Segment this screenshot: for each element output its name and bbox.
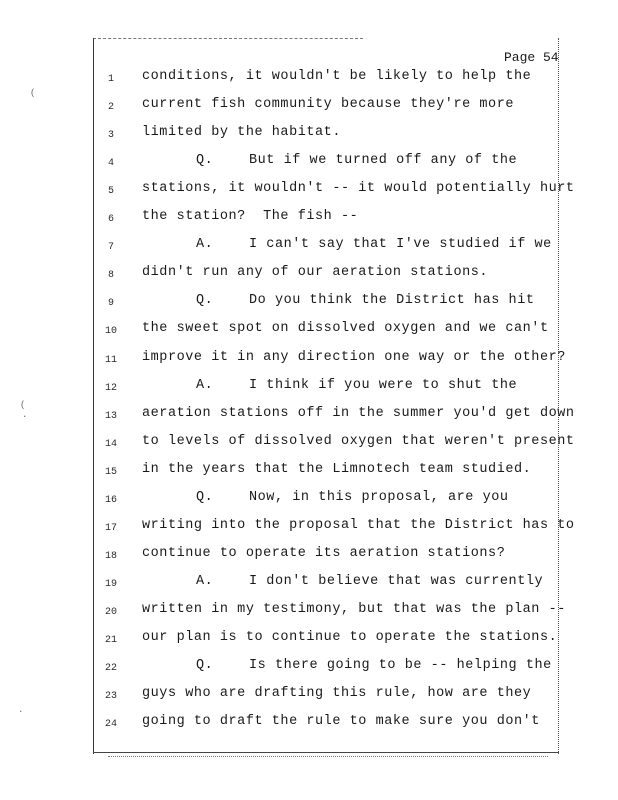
transcript-line bbox=[0, 153, 560, 173]
line-body: guys who are drafting this rule, how are they bbox=[142, 686, 532, 702]
line-body: I can't say that I've studied if we bbox=[249, 237, 552, 253]
line-text bbox=[142, 518, 575, 533]
line-text bbox=[142, 69, 531, 84]
speaker-label: Q. bbox=[196, 153, 214, 169]
line-number: 24 bbox=[104, 719, 117, 731]
line-text bbox=[142, 434, 575, 449]
line-text bbox=[142, 686, 531, 701]
speaker-label: A. bbox=[196, 573, 214, 589]
transcript-line bbox=[0, 405, 575, 426]
line-number: 15 bbox=[104, 466, 117, 478]
frame-bottom-rule bbox=[93, 752, 559, 753]
line-body: stations, it wouldn't -- it would potentially hurt bbox=[142, 181, 575, 197]
line-body: Do you think the District has hit bbox=[249, 293, 535, 309]
transcript-line bbox=[0, 686, 560, 706]
line-body: I think if you were to shut the bbox=[249, 377, 518, 393]
line-body: continue to operate its aeration stations? bbox=[142, 545, 506, 561]
transcript-line bbox=[0, 517, 575, 538]
line-body: Is there going to be -- helping the bbox=[249, 658, 552, 674]
line-body: the station? The fish -- bbox=[142, 209, 359, 225]
line-body: going to draft the rule to make sure you don't bbox=[142, 714, 540, 730]
line-text bbox=[196, 574, 543, 589]
line-text bbox=[142, 462, 531, 477]
page-number: Page 54 bbox=[504, 50, 559, 65]
transcript-line bbox=[0, 433, 575, 454]
transcript-line bbox=[0, 69, 560, 89]
line-text bbox=[142, 350, 566, 365]
line-number: 11 bbox=[104, 354, 117, 366]
transcript-line bbox=[0, 378, 560, 398]
line-text bbox=[196, 378, 517, 393]
line-body: writing into the proposal that the District has to bbox=[142, 517, 575, 533]
line-number: 4 bbox=[107, 158, 114, 170]
line-text bbox=[142, 209, 358, 224]
line-body: our plan is to continue to operate the stations. bbox=[142, 630, 558, 645]
line-body: But if we turned off any of the bbox=[249, 153, 518, 169]
line-body: limited by the habitat. bbox=[142, 125, 341, 141]
transcript-line bbox=[0, 321, 560, 341]
frame-top-rule bbox=[93, 38, 363, 39]
transcript-line bbox=[0, 490, 560, 510]
transcript-line bbox=[0, 265, 560, 285]
line-number: 12 bbox=[104, 382, 117, 394]
transcript-line bbox=[0, 574, 560, 594]
line-text bbox=[196, 490, 509, 505]
line-number: 22 bbox=[104, 663, 117, 675]
line-body: conditions, it wouldn't be likely to help the bbox=[142, 69, 532, 84]
line-text bbox=[196, 153, 517, 168]
line-number: 20 bbox=[104, 606, 117, 618]
speaker-label: A. bbox=[196, 377, 214, 393]
transcript-line bbox=[0, 237, 560, 257]
line-text bbox=[142, 181, 575, 196]
line-text bbox=[196, 293, 535, 308]
line-number: 7 bbox=[107, 242, 114, 254]
transcript-line bbox=[0, 181, 575, 201]
speaker-label: Q. bbox=[196, 293, 214, 309]
speaker-label: Q. bbox=[196, 658, 214, 674]
line-number: 21 bbox=[104, 635, 117, 646]
line-body: current fish community because they're more bbox=[142, 97, 515, 113]
line-body: the sweet spot on dissolved oxygen and we can't bbox=[142, 321, 549, 337]
line-number: 18 bbox=[104, 550, 117, 562]
line-body: written in my testimony, but that was the plan -- bbox=[142, 601, 566, 617]
line-text bbox=[142, 602, 566, 617]
transcript-line bbox=[0, 293, 560, 313]
line-number: 13 bbox=[104, 410, 117, 422]
line-number: 10 bbox=[104, 326, 117, 338]
transcript-line bbox=[0, 714, 560, 734]
transcript-line bbox=[0, 630, 560, 650]
transcript-line bbox=[0, 209, 560, 229]
line-number: 17 bbox=[104, 522, 117, 534]
line-text bbox=[196, 237, 552, 252]
transcript-line bbox=[0, 546, 560, 566]
line-body: didn't run any of our aeration stations. bbox=[142, 265, 489, 281]
line-body: I don't believe that was currently bbox=[249, 573, 544, 589]
line-number: 1 bbox=[107, 74, 114, 85]
line-text bbox=[142, 265, 488, 280]
line-number: 9 bbox=[107, 298, 114, 310]
transcript-page: ( ( . . Page 54 1 conditions, it wouldn't be likely to help the 2 current fish community because they're more 3 limited by the habitat. 4 Q. But if we turned off any of the 5 stations, it wouldn't -- it would potentially hurt 6 the station? The fish -- 7 A. I can't say that I've studied if we 8 didn't run any of our aeration stations. 9 Q. Do you think the District has hit 10 the sweet spot on dissolved oxygen and we can't 11 improve it in any direction one way or the other? 12 A. I think if you were to shut the 13 aeration stations off in the summer you'd get down 14 to levels of dissolved oxygen that weren't present 15 in the years that the Limnotech team studied. 16 Q. Now, in this proposal, are you 17 writing into the proposal that the District has to 18 continue to operate its aeration stations? 19 A. I don't believe that was currently 20 written in my testimony, but that was the plan -- 21 our plan is to continue to operate the stations. 22 Q. Is there going to be -- helping the 23 guys who are drafting this rule, how are they 24 going to draft the rule to make sure you don't bbox=[0, 0, 618, 800]
line-number: 3 bbox=[107, 130, 114, 142]
transcript-line bbox=[0, 658, 560, 678]
line-number: 14 bbox=[104, 438, 117, 450]
line-number: 16 bbox=[104, 494, 117, 506]
line-body: to levels of dissolved oxygen that weren't present bbox=[142, 433, 575, 449]
line-body: in the years that the Limnotech team studied. bbox=[142, 461, 532, 477]
line-text bbox=[142, 406, 575, 421]
transcript-line bbox=[0, 462, 560, 482]
speaker-label: Q. bbox=[196, 489, 214, 505]
line-text bbox=[142, 321, 549, 336]
transcript-line bbox=[0, 349, 566, 370]
line-number: 5 bbox=[107, 186, 114, 198]
line-text bbox=[142, 630, 557, 645]
transcript-line bbox=[0, 97, 560, 117]
line-number: 2 bbox=[107, 102, 114, 114]
line-number: 19 bbox=[104, 578, 117, 590]
frame-bottom-scan-rule bbox=[108, 756, 548, 757]
line-text bbox=[142, 97, 514, 112]
line-body: aeration stations off in the summer you'd get down bbox=[142, 405, 575, 421]
transcript-line bbox=[0, 125, 560, 145]
line-text bbox=[142, 714, 540, 729]
transcript-line bbox=[0, 601, 566, 622]
line-number: 6 bbox=[107, 214, 114, 226]
line-body: improve it in any direction one way or the other? bbox=[142, 349, 566, 365]
speaker-label: A. bbox=[196, 237, 214, 253]
line-text bbox=[142, 125, 341, 140]
line-text bbox=[142, 546, 505, 561]
line-text bbox=[196, 658, 552, 673]
line-number: 23 bbox=[104, 691, 117, 703]
line-number: 8 bbox=[107, 270, 114, 282]
line-body: Now, in this proposal, are you bbox=[249, 489, 509, 505]
